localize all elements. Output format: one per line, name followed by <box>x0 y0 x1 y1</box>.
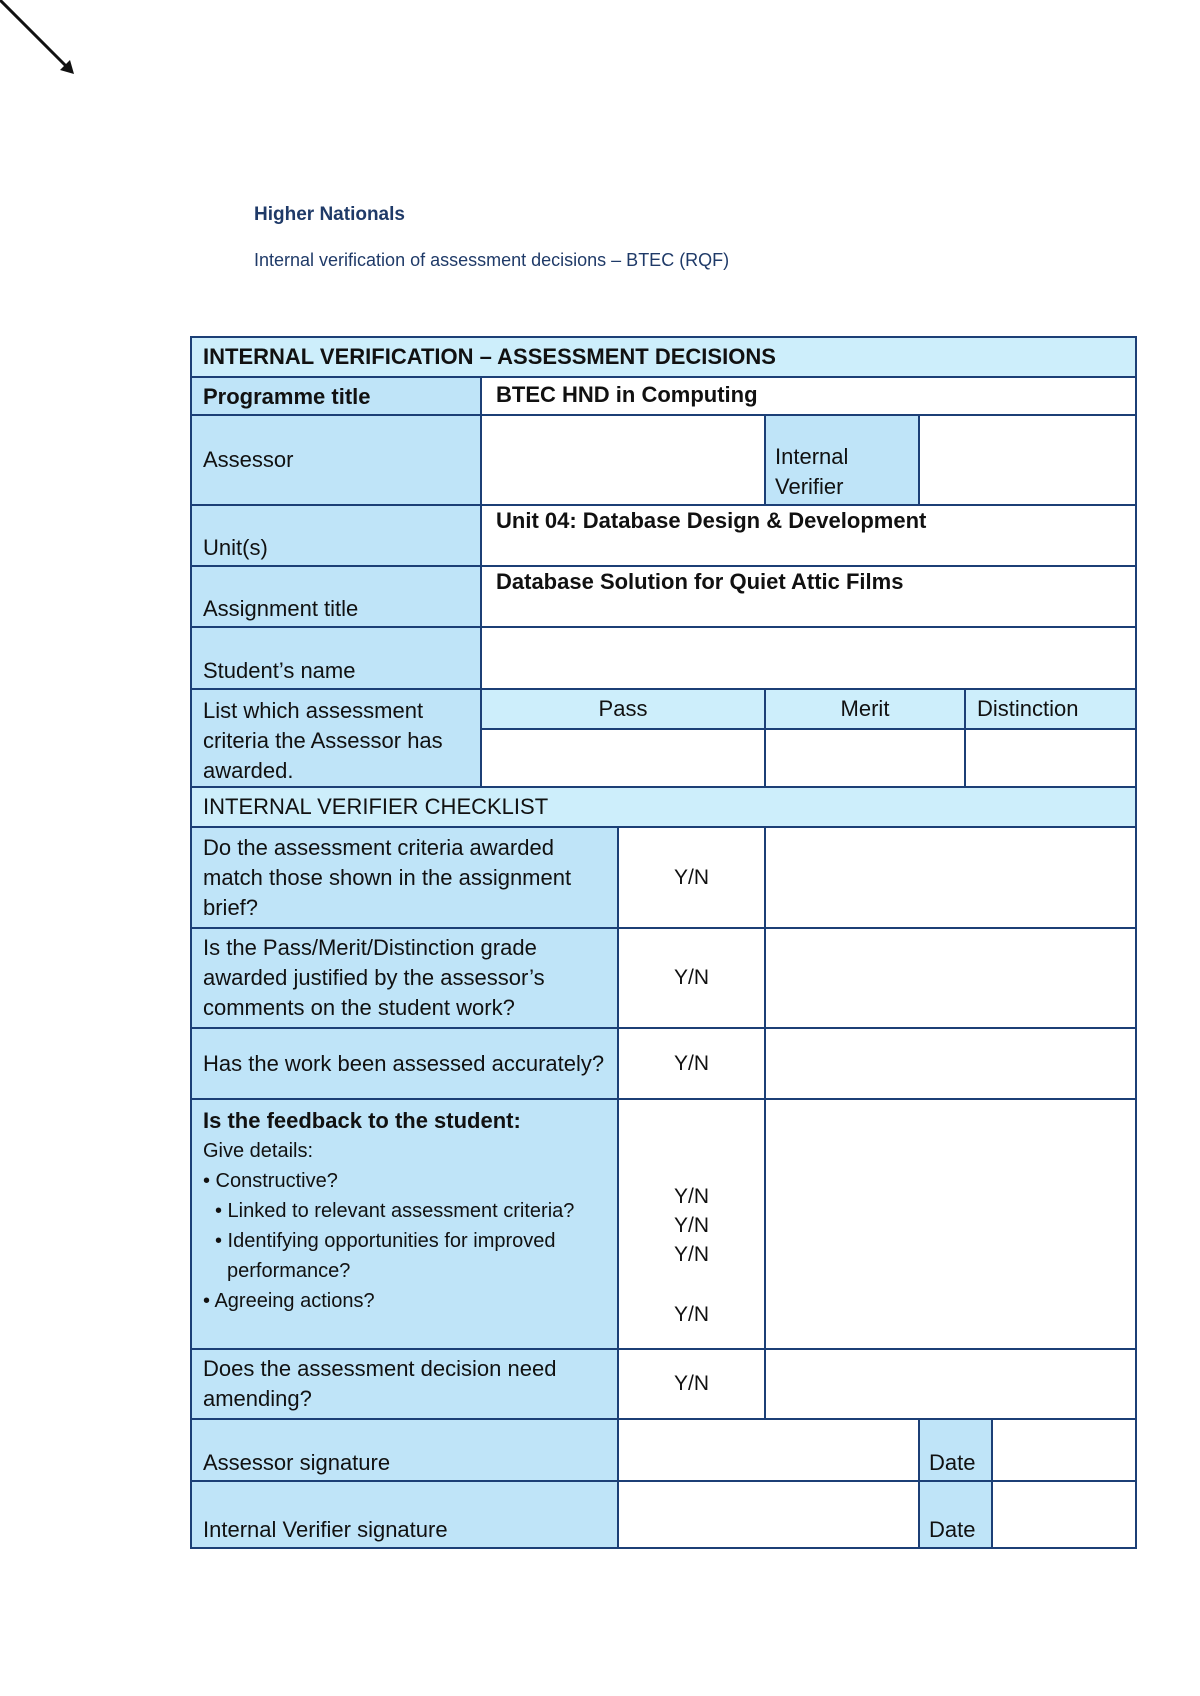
grade-merit-field[interactable] <box>766 730 966 788</box>
q1-comments[interactable] <box>766 828 1135 929</box>
q3-yn[interactable]: Y/N <box>619 1029 766 1100</box>
verifier-label: Internal Verifier <box>766 416 920 506</box>
q1-yn[interactable]: Y/N <box>619 828 766 929</box>
verifier-signature-field[interactable] <box>619 1482 920 1547</box>
feedback-item: • Linked to relevant assessment criteria? <box>215 1200 575 1222</box>
q4-yn-group <box>619 1100 766 1350</box>
q5-comments[interactable] <box>766 1350 1135 1420</box>
feedback-item: • Agreeing actions? <box>203 1290 375 1312</box>
feedback-title: Is the feedback to the student: <box>203 1108 521 1133</box>
question-grade-justified: Is the Pass/Merit/Distinction grade awarded justified by the assessor’s comments on the student work? <box>192 929 619 1029</box>
verifier-signature-label: Internal Verifier signature <box>192 1482 619 1547</box>
org-title: Higher Nationals <box>254 204 405 225</box>
section-title: INTERNAL VERIFICATION – ASSESSMENT DECISIONS <box>192 338 1135 378</box>
grade-merit-header: Merit <box>766 690 966 730</box>
feedback-item: • Constructive? <box>203 1170 338 1192</box>
q4-comments[interactable] <box>766 1100 1135 1350</box>
assignment-label: Assignment title <box>192 567 482 628</box>
programme-value: BTEC HND in Computing <box>482 378 1135 416</box>
grade-pass-header: Pass <box>482 690 766 730</box>
checklist-title: INTERNAL VERIFIER CHECKLIST <box>192 788 1135 828</box>
verifier-date-field[interactable] <box>993 1482 1135 1547</box>
criteria-label: List which assessment criteria the Assessor has awarded. <box>192 690 482 788</box>
question-decision-amending: Does the assessment decision need amending? <box>192 1350 619 1420</box>
q4-yn-linked[interactable]: Y/N <box>673 1214 709 1237</box>
document-subtitle: Internal verification of assessment decisions – BTEC (RQF) <box>254 250 730 270</box>
q2-yn[interactable]: Y/N <box>619 929 766 1029</box>
question-feedback <box>192 1100 619 1350</box>
assessor-field[interactable] <box>482 416 766 506</box>
q5-yn[interactable]: Y/N <box>619 1350 766 1420</box>
assignment-value: Database Solution for Quiet Attic Films <box>482 567 1135 628</box>
student-name-field[interactable] <box>482 628 1135 690</box>
grade-pass-field[interactable] <box>482 730 766 788</box>
unit-value: Unit 04: Database Design & Development <box>482 506 1135 567</box>
q3-comments[interactable] <box>766 1029 1135 1100</box>
assessor-signature-field[interactable] <box>619 1420 920 1482</box>
verifier-date-label: Date <box>920 1482 993 1547</box>
feedback-give-details: Give details: <box>203 1140 314 1162</box>
q4-yn-opportunities[interactable]: Y/N <box>673 1243 709 1266</box>
assessor-date-field[interactable] <box>993 1420 1135 1482</box>
programme-label: Programme title <box>192 378 482 416</box>
student-label: Student’s name <box>192 628 482 690</box>
grade-distinction-header: Distinction <box>966 690 1135 730</box>
question-criteria-match: Do the assessment criteria awarded match those shown in the assignment brief? <box>192 828 619 929</box>
assessor-date-label: Date <box>920 1420 993 1482</box>
grade-distinction-field[interactable] <box>966 730 1135 788</box>
verification-form <box>190 336 1137 1549</box>
arrow-icon <box>0 0 80 80</box>
unit-label: Unit(s) <box>192 506 482 567</box>
q2-comments[interactable] <box>766 929 1135 1029</box>
q4-yn-agreeing[interactable]: Y/N <box>673 1303 709 1326</box>
assessor-signature-label: Assessor signature <box>192 1420 619 1482</box>
q4-yn-constructive[interactable]: Y/N <box>673 1185 709 1208</box>
feedback-item: • Identifying opportunities for improved performance? <box>215 1230 556 1282</box>
question-assessed-accurately: Has the work been assessed accurately? <box>192 1029 619 1100</box>
verifier-field[interactable] <box>920 416 1135 506</box>
assessor-label: Assessor <box>192 416 482 506</box>
